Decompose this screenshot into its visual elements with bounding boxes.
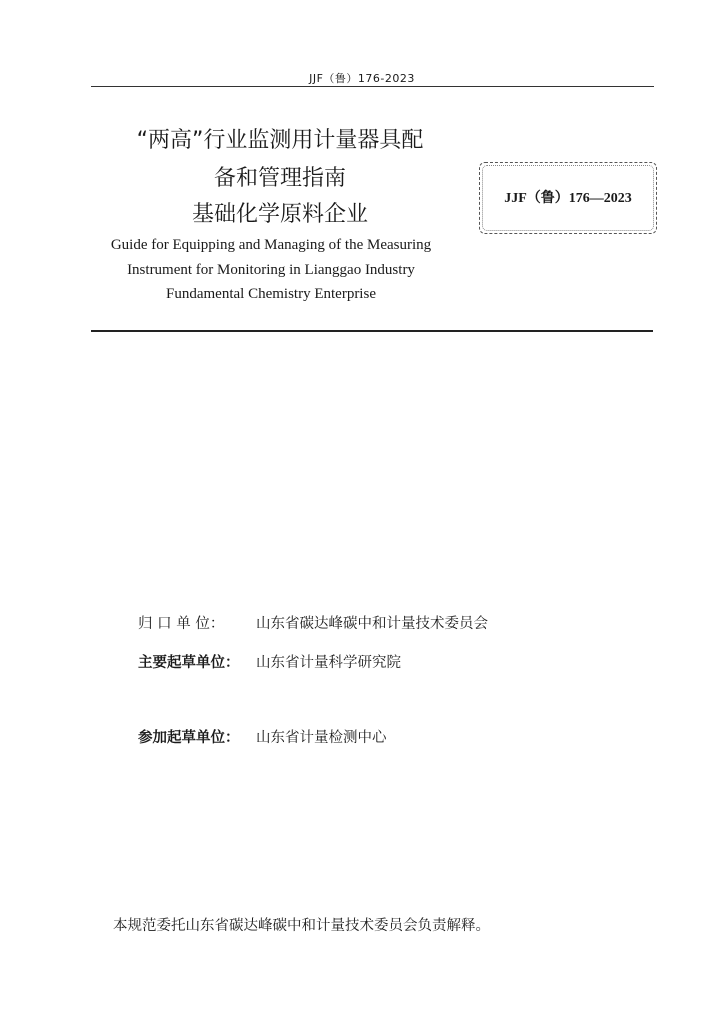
english-title-line-1: Guide for Equipping and Managing of the Measuring <box>110 237 432 253</box>
org-value-main-drafter: 山东省计量科学研究院 <box>256 655 401 671</box>
header-rule <box>91 86 654 87</box>
org-row-main-drafter <box>138 651 401 672</box>
standard-code-text: JJF（鲁）176—2023 <box>504 191 632 206</box>
org-label-main-drafter: 主要起草单位： <box>138 655 240 671</box>
org-row-participating-drafter <box>138 726 387 747</box>
title-divider <box>91 330 653 332</box>
english-title-line-3: Fundamental Chemistry Enterprise <box>166 286 376 302</box>
org-label-participating-drafter: 参加起草单位： <box>138 730 240 746</box>
chinese-title-line-2: 备和管理指南 <box>213 166 346 191</box>
standard-code-box <box>479 162 657 234</box>
interpretation-note: 本规范委托山东省碳达峰碳中和计量技术委员会负责解释。 <box>113 918 490 934</box>
chinese-title-line-1: “两高”行业监测用计量器具配 <box>136 128 424 153</box>
org-label-responsible: 归 口 单 位： <box>138 616 225 632</box>
org-value-participating-drafter: 山东省计量检测中心 <box>256 730 387 746</box>
org-value-responsible: 山东省碳达峰碳中和计量技术委员会 <box>256 616 488 632</box>
org-row-responsible <box>138 612 488 633</box>
header-standard-code: JJF（鲁）176-2023 <box>309 72 415 85</box>
chinese-title-line-3: 基础化学原料企业 <box>191 202 368 227</box>
english-title-line-2: Instrument for Monitoring in Lianggao Industry <box>127 262 415 278</box>
